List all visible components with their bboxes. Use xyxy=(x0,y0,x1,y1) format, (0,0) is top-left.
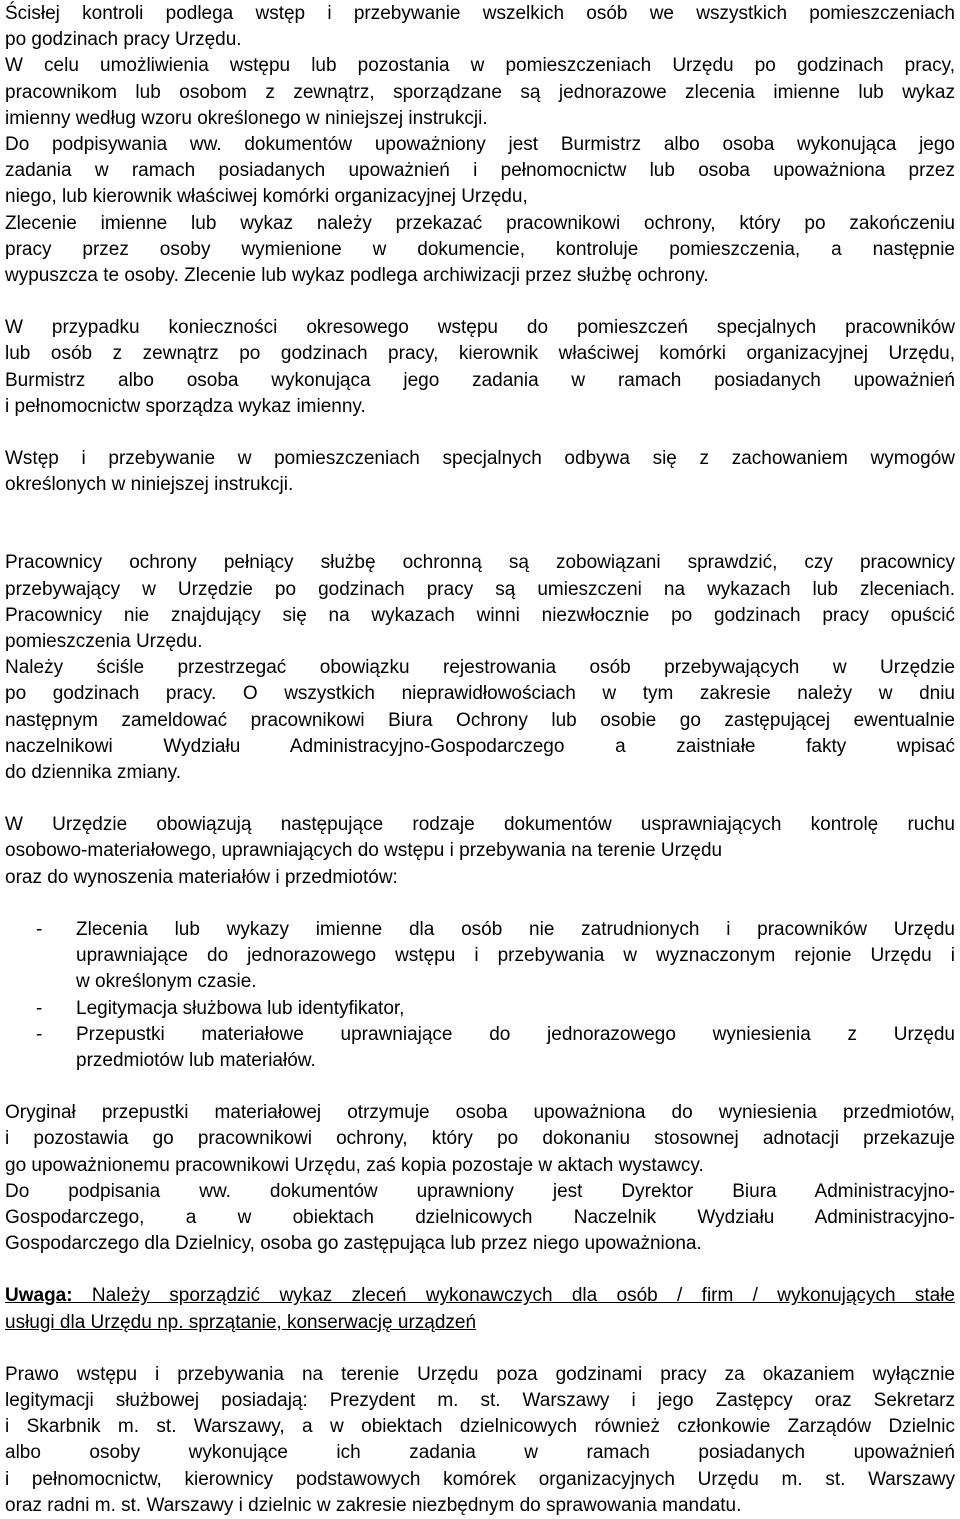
text-line: zadania w ramach posiadanych upoważnień i pełnomocnictw lub osoba upoważniona przez xyxy=(5,160,955,182)
list-item xyxy=(5,996,955,1022)
text-line: określonych w niniejszej instrukcji. xyxy=(5,474,294,496)
text-line: po godzinach pracy. O wszystkich nieprawidłowościach w tym zakresie należy w dniu xyxy=(5,683,955,705)
text-line: W celu umożliwienia wstępu lub pozostania w pomieszczeniach Urzędu po godzinach pracy, xyxy=(5,55,955,77)
text-line: Oryginał przepustki materiałowej otrzymuje osoba upoważniona do wyniesienia przedmiotów, xyxy=(5,1102,955,1124)
dash-bullet-icon: - xyxy=(36,918,43,940)
text-line: go upoważnionemu pracownikowi Urzędu, zaś kopia pozostaje w aktach wystawcy. xyxy=(5,1154,704,1176)
text-line: Pracownicy ochrony pełniący służbę ochronną są zobowiązani sprawdzić, czy pracownicy xyxy=(5,552,955,574)
note-line: usługi dla Urzędu np. sprzątanie, konserwację urządzeń xyxy=(5,1311,477,1333)
note-line xyxy=(5,1283,955,1309)
text-line: Prawo wstępu i przebywania na terenie Urzędu poza godzinami pracy za okazaniem wyłącznie xyxy=(5,1363,955,1385)
text-line: pracownikom lub osobom z zewnątrz, sporządzane są jednorazowe zlecenia imienne lub wykaz xyxy=(5,81,955,103)
text-line: i pełnomocnictw sporządza wykaz imienny. xyxy=(5,395,366,417)
text-line: Gospodarczego dla Dzielnicy, osoba go zastępująca lub przez niego upoważniona. xyxy=(5,1233,702,1255)
text-line: W przypadku konieczności okresowego wstępu do pomieszczeń specjalnych pracowników xyxy=(5,317,955,339)
text-line: albo osoby wykonujące ich zadania w ramach posiadanych upoważnień xyxy=(5,1442,955,1464)
paragraph-material-pass xyxy=(5,1100,955,1257)
text-line: i Skarbnik m. st. Warszawy, a w obiektach dzielnicowych również członkowie Zarządów Dzielnic xyxy=(5,1416,955,1438)
text-line: Ścisłej kontroli podlega wstęp i przebywanie wszelkich osób we wszystkich pomieszczeniach xyxy=(5,3,955,24)
paragraph-special-rooms-rules xyxy=(5,446,955,498)
text-line: osobowo-materiałowego, uprawniających do wstępu i przebywania na terenie Urzędu xyxy=(5,840,723,862)
text-line: Do podpisywania ww. dokumentów upoważniony jest Burmistrz albo osoba wykonująca jego xyxy=(5,134,955,156)
text-line: Gospodarczego, a w obiektach dzielnicowych Naczelnik Wydziału Administracyjno- xyxy=(5,1206,955,1228)
text-line: oraz do wynoszenia materiałów i przedmiotów: xyxy=(5,866,398,888)
paragraph-access-rights xyxy=(5,1362,955,1519)
note-label: Uwaga: xyxy=(5,1285,73,1307)
text-line: naczelnikowi Wydziału Administracyjno-Gospodarczego a zaistniałe fakty wpisać xyxy=(5,735,955,757)
text-line: w określonym czasie. xyxy=(76,971,257,993)
text-line: wypuszcza te osoby. Zlecenie lub wykaz podlega archiwizacji przez służbę ochrony. xyxy=(5,265,709,287)
text-line: Należy ściśle przestrzegać obowiązku rejestrowania osób przebywających w Urzędzie xyxy=(5,657,955,679)
text-line: do dziennika zmiany. xyxy=(5,762,182,784)
list-item xyxy=(5,1022,955,1074)
dash-bullet-icon: - xyxy=(36,1023,43,1045)
text-line: Burmistrz albo osoba wykonująca jego zadania w ramach posiadanych upoważnień xyxy=(5,369,955,391)
text-line: pomieszczenia Urzędu. xyxy=(5,631,203,653)
note-paragraph xyxy=(5,1283,955,1335)
text-line: Przepustki materiałowe uprawniające do jednorazowego wyniesienia z Urzędu xyxy=(76,1023,955,1045)
text-line: następnym zameldować pracownikowi Biura Ochrony lub osobie go zastępującej ewentualnie xyxy=(5,709,955,731)
document-page xyxy=(5,1,955,1519)
paragraph-security-staff xyxy=(5,550,955,786)
text-line: legitymacji służbowej posiadają: Prezydent m. st. Warszawy i jego Zastępcy oraz Sekretarz xyxy=(5,1389,955,1411)
text-line: W Urzędzie obowiązują następujące rodzaje dokumentów usprawniających kontrolę ruchu xyxy=(5,814,955,836)
text-line: uprawniające do jednorazowego wstępu i przebywania w wyznaczonym rejonie Urzędu i xyxy=(76,945,955,967)
paragraph-document-types xyxy=(5,812,955,891)
text-line: przebywający w Urzędzie po godzinach pracy są umieszczeni na wykazach lub zleceniach. xyxy=(5,578,955,600)
text-line: niego, lub kierownik właściwej komórki organizacyjnej Urzędu, xyxy=(5,186,528,208)
text-line: oraz radni m. st. Warszawy i dzielnic w zakresie niezbędnym do sprawowania mandatu. xyxy=(5,1494,742,1516)
document-types-list xyxy=(5,917,955,1074)
text-line: Zlecenie imienne lub wykaz należy przekazać pracownikowi ochrony, który po zakończeniu xyxy=(5,212,955,234)
text-line: przedmiotów lub materiałów. xyxy=(76,1049,316,1071)
text-line: imienny według wzoru określonego w niniejszej instrukcji. xyxy=(5,107,488,129)
text-line: lub osób z zewnątrz po godzinach pracy, kierownik właściwej komórki organizacyjnej Urzędu, xyxy=(5,343,955,365)
text-line: Do podpisania ww. dokumentów uprawniony jest Dyrektor Biura Administracyjno- xyxy=(5,1180,955,1202)
paragraph-access-control xyxy=(5,1,955,289)
dash-bullet-icon: - xyxy=(36,997,43,1019)
text-line: Zlecenia lub wykazy imienne dla osób nie zatrudnionych i pracowników Urzędu xyxy=(76,918,955,940)
text-line: i pełnomocnictw, kierownicy podstawowych komórek organizacyjnych Urzędu m. st. Warszawy xyxy=(5,1468,955,1490)
note-text: Należy sporządzić wykaz zleceń wykonawczych dla osób / firm / wykonujących stałe xyxy=(72,1285,955,1307)
list-item xyxy=(5,917,955,996)
text-line: Wstęp i przebywanie w pomieszczeniach specjalnych odbywa się z zachowaniem wymogów xyxy=(5,448,955,470)
text-line: Pracownicy nie znajdujący się na wykazach winni niezwłocznie po godzinach pracy opuścić xyxy=(5,604,955,626)
text-line: po godzinach pracy Urzędu. xyxy=(5,29,242,51)
text-line: Legitymacja służbowa lub identyfikator, xyxy=(76,997,405,1019)
text-line: pracy przez osoby wymienione w dokumencie, kontroluje pomieszczenia, a następnie xyxy=(5,238,955,260)
text-line: i pozostawia go pracownikowi ochrony, który po dokonaniu stosownej adnotacji przekazuje xyxy=(5,1128,955,1150)
paragraph-special-rooms xyxy=(5,315,955,420)
